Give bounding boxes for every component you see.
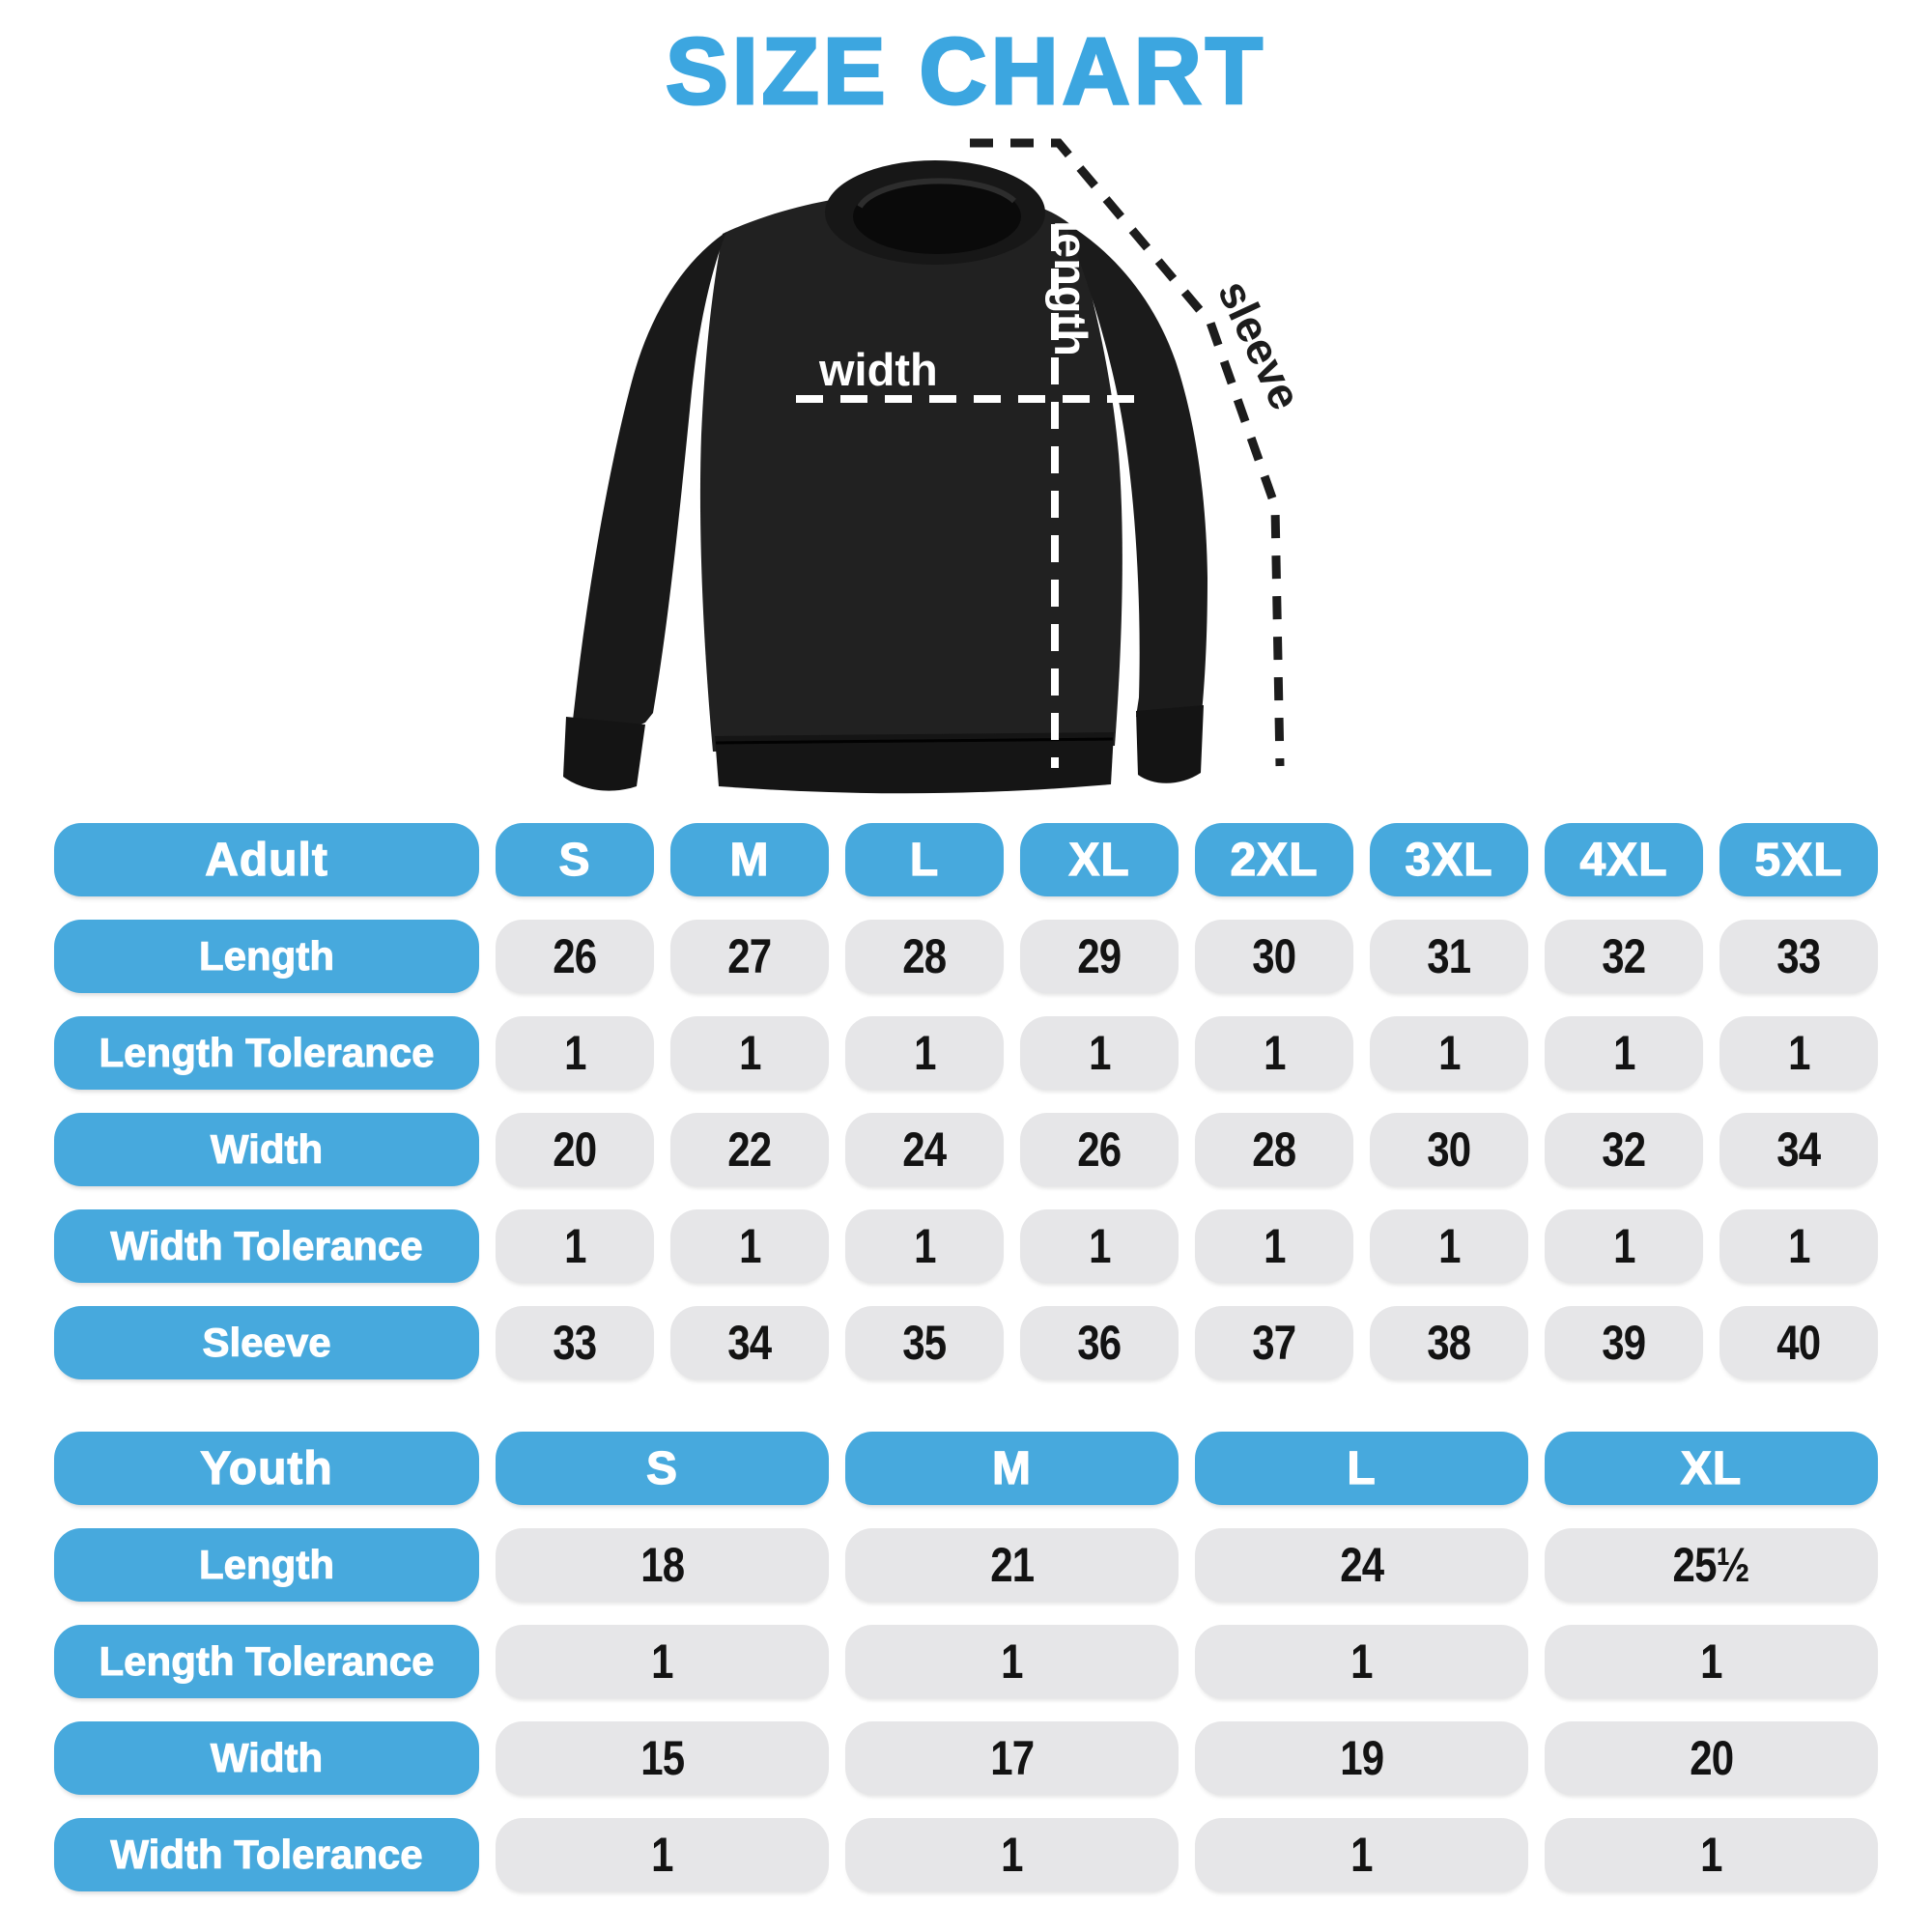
value-cell bbox=[1370, 920, 1528, 993]
left-cuff bbox=[563, 717, 645, 791]
youth-table-title: Youth bbox=[54, 1432, 479, 1505]
cell-value: 25½ bbox=[1672, 1538, 1750, 1592]
cell-value: 1 bbox=[1088, 1219, 1111, 1273]
youth-size-header: XL bbox=[1545, 1432, 1878, 1505]
cell-value: 1 bbox=[1612, 1026, 1635, 1080]
value-cell bbox=[1195, 1306, 1353, 1379]
value-cell bbox=[1370, 1016, 1528, 1090]
cell-value: 35 bbox=[902, 1316, 947, 1370]
cell-value: 32 bbox=[1602, 929, 1646, 983]
value-cell bbox=[1020, 1306, 1179, 1379]
value-cell bbox=[1719, 1209, 1878, 1283]
cell-value: 1 bbox=[1350, 1828, 1373, 1882]
cell-value: 24 bbox=[1339, 1538, 1384, 1592]
cell-value: 28 bbox=[902, 929, 947, 983]
value-cell bbox=[670, 1113, 829, 1186]
cell-value: 1 bbox=[1787, 1219, 1810, 1273]
value-cell bbox=[670, 1016, 829, 1090]
cell-value: 34 bbox=[727, 1316, 772, 1370]
cell-value: 33 bbox=[1776, 929, 1821, 983]
adult-size-table bbox=[54, 823, 1878, 1379]
row-label: Sleeve bbox=[54, 1306, 479, 1379]
cell-value: 1 bbox=[1001, 1634, 1023, 1689]
right-cuff bbox=[1136, 705, 1204, 783]
value-cell bbox=[496, 1818, 829, 1891]
cell-value: 1 bbox=[563, 1219, 586, 1273]
page-title: SIZE CHART bbox=[666, 18, 1266, 124]
cell-value: 39 bbox=[1602, 1316, 1646, 1370]
value-cell bbox=[845, 1016, 1004, 1090]
cell-value: 27 bbox=[727, 929, 772, 983]
value-cell bbox=[1545, 1528, 1878, 1602]
value-cell bbox=[670, 1306, 829, 1379]
cell-value: 21 bbox=[989, 1538, 1035, 1592]
row-label: Width bbox=[54, 1113, 479, 1186]
row-label: Length bbox=[54, 1528, 479, 1602]
value-cell bbox=[1020, 1016, 1179, 1090]
cell-value: 29 bbox=[1077, 929, 1122, 983]
value-cell bbox=[1020, 1209, 1179, 1283]
cell-value: 1 bbox=[738, 1219, 761, 1273]
adult-size-header: 4XL bbox=[1545, 823, 1703, 896]
value-cell bbox=[496, 1016, 654, 1090]
row-label: Width Tolerance bbox=[54, 1209, 479, 1283]
value-cell bbox=[1719, 920, 1878, 993]
cell-value: 26 bbox=[1077, 1122, 1122, 1177]
cell-value: 1 bbox=[1612, 1219, 1635, 1273]
adult-size-header: L bbox=[845, 823, 1004, 896]
value-cell bbox=[1195, 1528, 1528, 1602]
cell-value: 30 bbox=[1252, 929, 1296, 983]
cell-value: 31 bbox=[1427, 929, 1471, 983]
cell-value: 20 bbox=[553, 1122, 597, 1177]
value-cell bbox=[496, 1113, 654, 1186]
adult-size-header: 2XL bbox=[1195, 823, 1353, 896]
value-cell bbox=[496, 1721, 829, 1795]
value-cell bbox=[1545, 1306, 1703, 1379]
adult-size-header: 3XL bbox=[1370, 823, 1528, 896]
cell-value: 1 bbox=[1437, 1026, 1461, 1080]
value-cell bbox=[1020, 1113, 1179, 1186]
value-cell bbox=[1195, 1721, 1528, 1795]
value-cell bbox=[496, 1528, 829, 1602]
cell-value: 1 bbox=[563, 1026, 586, 1080]
adult-size-header: 5XL bbox=[1719, 823, 1878, 896]
cell-value: 1 bbox=[1001, 1828, 1023, 1882]
adult-size-header: M bbox=[670, 823, 829, 896]
youth-size-header: L bbox=[1195, 1432, 1528, 1505]
value-cell bbox=[496, 1209, 654, 1283]
width-label: width bbox=[819, 344, 938, 395]
cell-value: 37 bbox=[1252, 1316, 1296, 1370]
value-cell bbox=[1195, 1209, 1353, 1283]
value-cell bbox=[1545, 1209, 1703, 1283]
value-cell bbox=[1545, 1721, 1878, 1795]
cell-value: 24 bbox=[902, 1122, 947, 1177]
cell-value: 18 bbox=[639, 1538, 685, 1592]
value-cell bbox=[1020, 920, 1179, 993]
cell-value: 28 bbox=[1252, 1122, 1296, 1177]
value-cell bbox=[1719, 1306, 1878, 1379]
cell-value: 34 bbox=[1776, 1122, 1821, 1177]
value-cell bbox=[1370, 1113, 1528, 1186]
cell-value: 1 bbox=[1700, 1634, 1722, 1689]
value-cell bbox=[1370, 1209, 1528, 1283]
cell-value: 1 bbox=[1787, 1026, 1810, 1080]
value-cell bbox=[1545, 1818, 1878, 1891]
youth-size-header: S bbox=[496, 1432, 829, 1505]
value-cell bbox=[1719, 1113, 1878, 1186]
cell-value: 40 bbox=[1776, 1316, 1821, 1370]
cell-value: 30 bbox=[1427, 1122, 1471, 1177]
cell-value: 1 bbox=[651, 1634, 673, 1689]
value-cell bbox=[1195, 1625, 1528, 1698]
value-cell bbox=[496, 920, 654, 993]
adult-size-header: S bbox=[496, 823, 654, 896]
cell-value: 1 bbox=[1437, 1219, 1461, 1273]
value-cell bbox=[845, 1528, 1179, 1602]
value-cell bbox=[1545, 1113, 1703, 1186]
value-cell bbox=[1195, 1818, 1528, 1891]
cell-value: 19 bbox=[1339, 1731, 1384, 1785]
cell-value: 1 bbox=[1700, 1828, 1722, 1882]
value-cell bbox=[1195, 920, 1353, 993]
cell-value: 1 bbox=[1263, 1026, 1286, 1080]
value-cell bbox=[496, 1625, 829, 1698]
cell-value: 15 bbox=[639, 1731, 685, 1785]
cell-value: 26 bbox=[553, 929, 597, 983]
cell-value: 1 bbox=[1263, 1219, 1286, 1273]
row-label: Length Tolerance bbox=[54, 1625, 479, 1698]
value-cell bbox=[845, 1625, 1179, 1698]
value-cell bbox=[845, 1306, 1004, 1379]
sweatshirt-diagram bbox=[0, 0, 1932, 831]
youth-size-header: M bbox=[845, 1432, 1179, 1505]
cell-value: 22 bbox=[727, 1122, 772, 1177]
value-cell bbox=[1719, 1016, 1878, 1090]
adult-size-header: XL bbox=[1020, 823, 1179, 896]
adult-table-title: Adult bbox=[54, 823, 479, 896]
value-cell bbox=[845, 1818, 1179, 1891]
value-cell bbox=[1370, 1306, 1528, 1379]
value-cell bbox=[845, 920, 1004, 993]
value-cell bbox=[1545, 920, 1703, 993]
value-cell bbox=[845, 1721, 1179, 1795]
cell-value: 1 bbox=[913, 1026, 936, 1080]
cell-value: 1 bbox=[913, 1219, 936, 1273]
cell-value: 38 bbox=[1427, 1316, 1471, 1370]
cell-value: 17 bbox=[989, 1731, 1035, 1785]
cell-value: 1 bbox=[1350, 1634, 1373, 1689]
value-cell bbox=[670, 920, 829, 993]
cell-value: 1 bbox=[738, 1026, 761, 1080]
value-cell bbox=[1195, 1016, 1353, 1090]
length-label: length bbox=[1045, 220, 1096, 356]
value-cell bbox=[1195, 1113, 1353, 1186]
cell-value: 32 bbox=[1602, 1122, 1646, 1177]
row-label: Width Tolerance bbox=[54, 1818, 479, 1891]
value-cell bbox=[1545, 1016, 1703, 1090]
row-label: Width bbox=[54, 1721, 479, 1795]
cell-value: 20 bbox=[1689, 1731, 1734, 1785]
cell-value: 33 bbox=[553, 1316, 597, 1370]
cell-value: 1 bbox=[1088, 1026, 1111, 1080]
row-label: Length Tolerance bbox=[54, 1016, 479, 1090]
cell-value: 1 bbox=[651, 1828, 673, 1882]
value-cell bbox=[1545, 1625, 1878, 1698]
cell-value: 36 bbox=[1077, 1316, 1122, 1370]
youth-size-table bbox=[54, 1432, 1878, 1891]
sleeve-label: sleeve bbox=[1208, 272, 1312, 417]
value-cell bbox=[670, 1209, 829, 1283]
value-cell bbox=[845, 1209, 1004, 1283]
value-cell bbox=[845, 1113, 1004, 1186]
value-cell bbox=[496, 1306, 654, 1379]
row-label: Length bbox=[54, 920, 479, 993]
